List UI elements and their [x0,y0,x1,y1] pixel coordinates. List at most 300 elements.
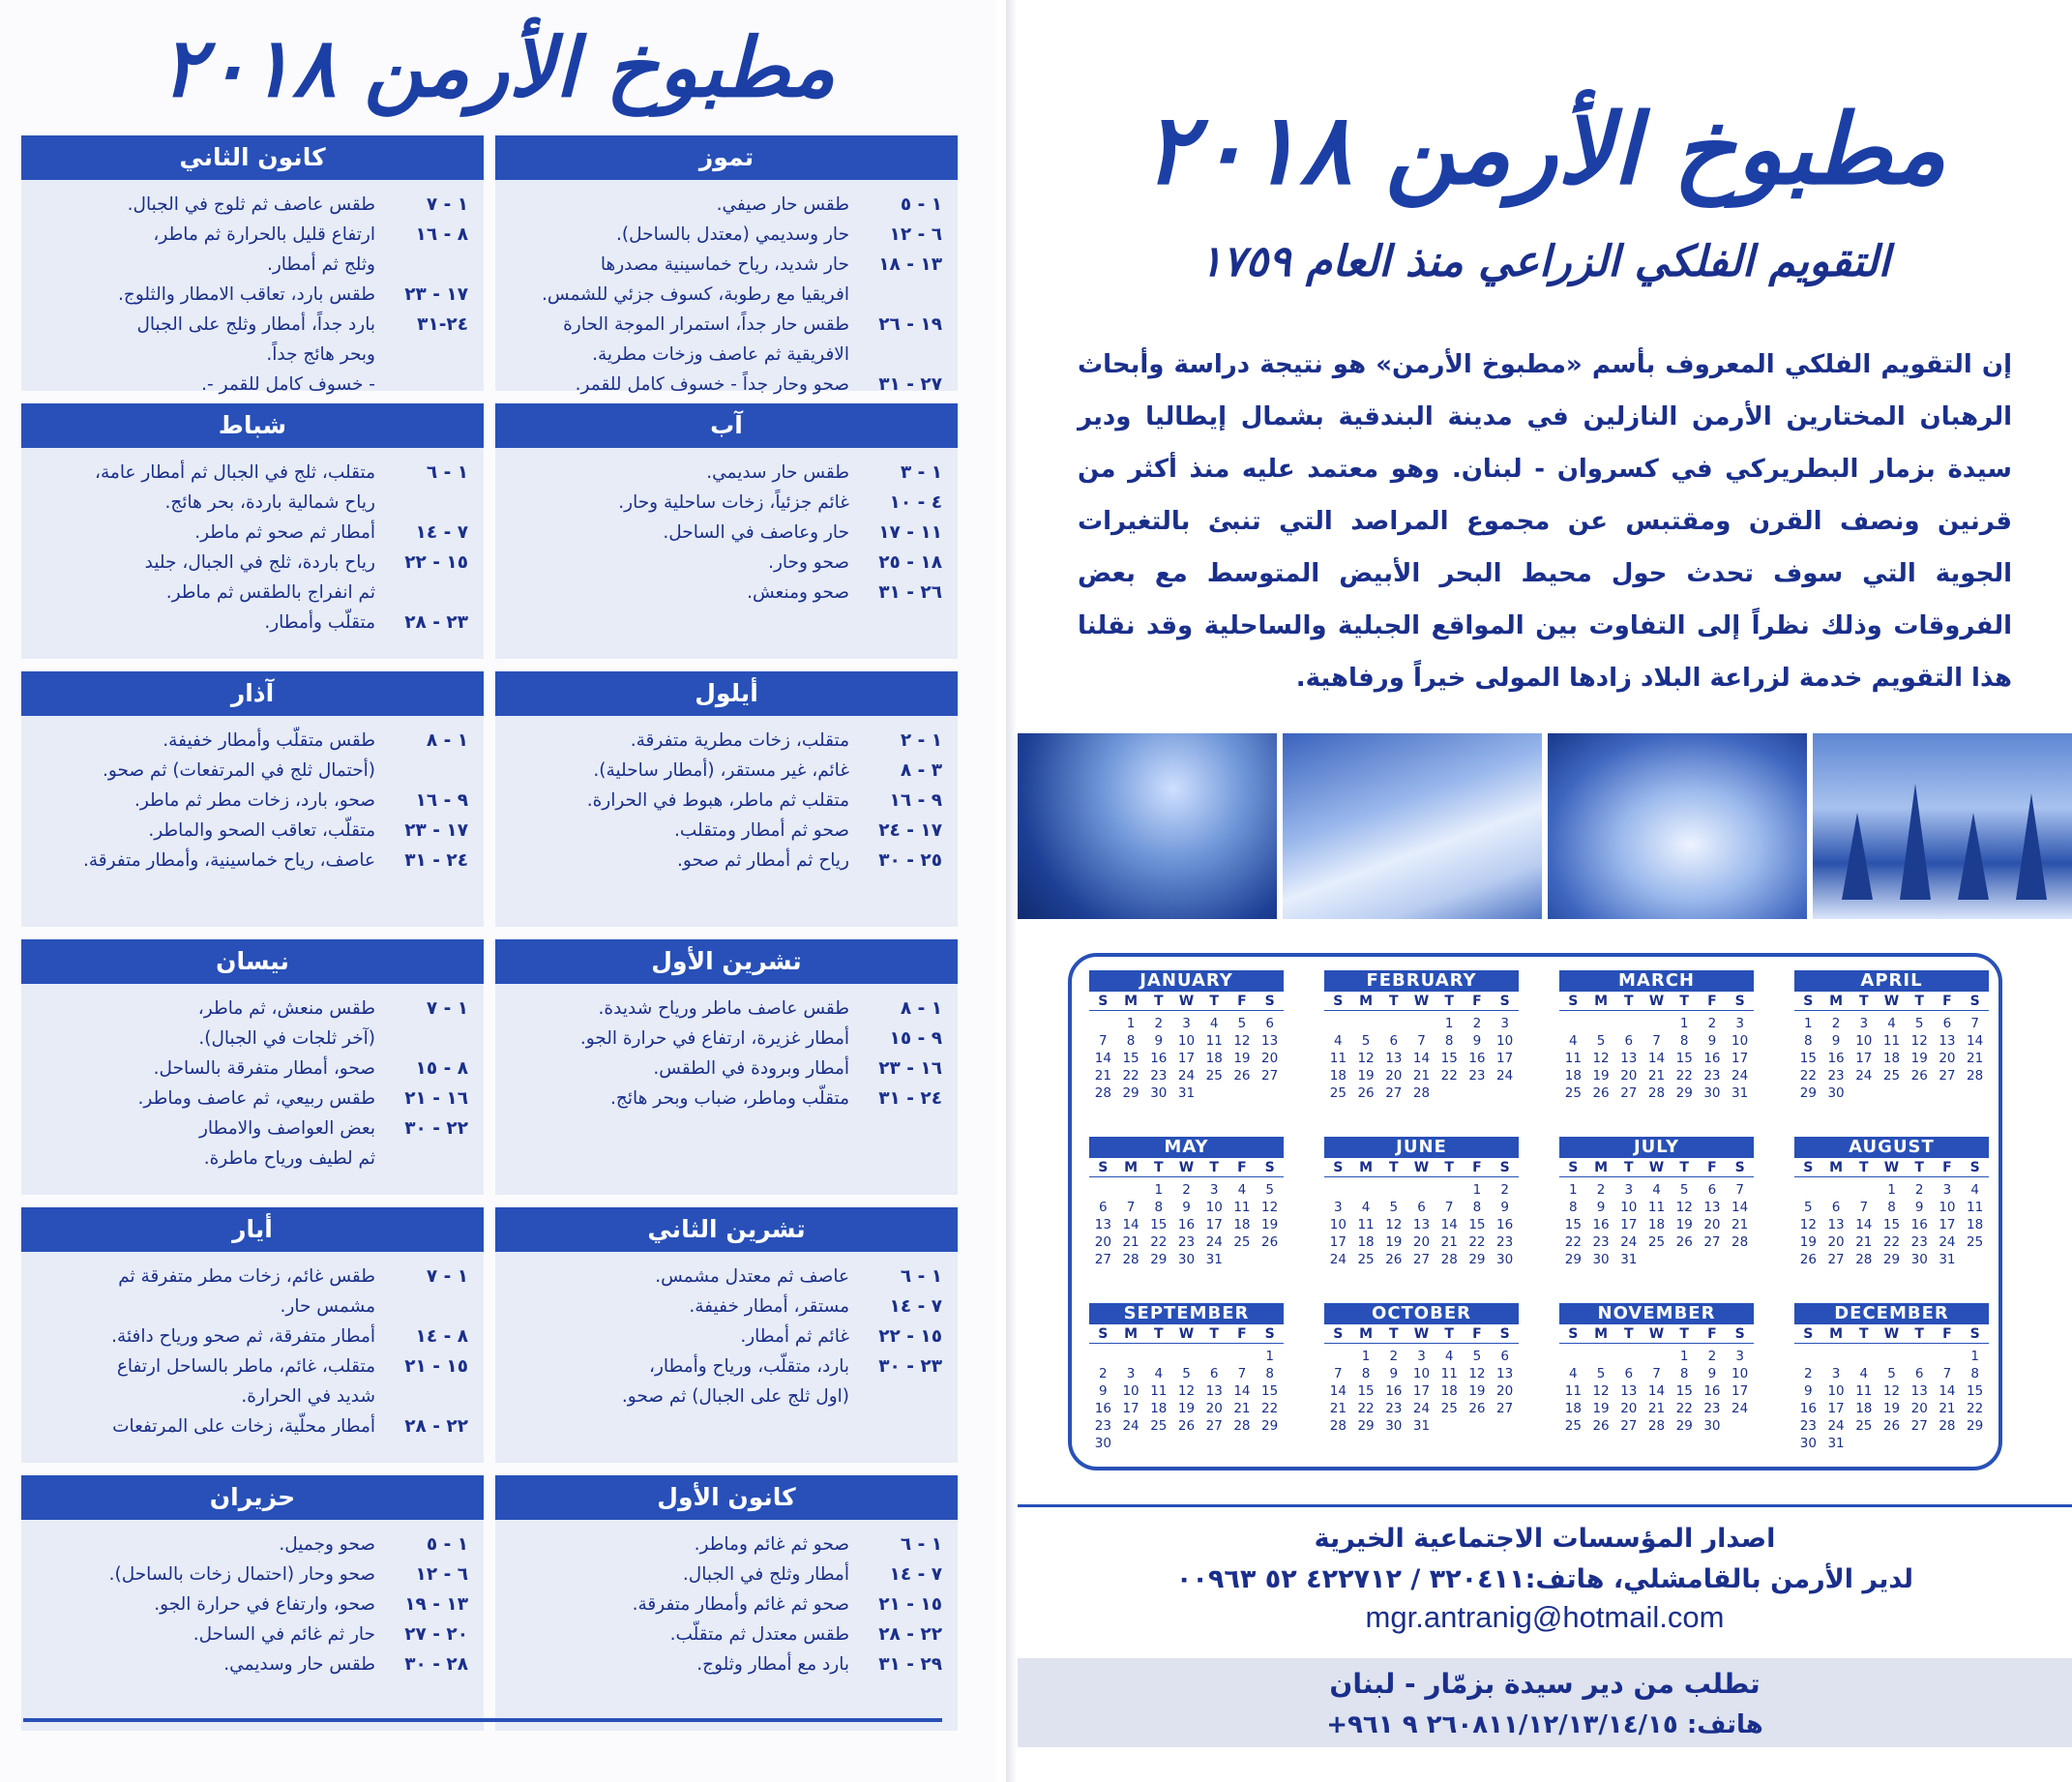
calendar-day: 4 [1887,1016,1896,1031]
forecast-text: طقس عاصف ثم ثلوج في الجبال. [127,194,375,215]
calendar-day [1324,1348,1352,1365]
calendar-day [1407,1015,1436,1032]
forecast-entry [507,1589,942,1619]
calendar-day: 4 [1209,1016,1219,1031]
calendar-day: 2 [1182,1182,1191,1198]
calendar-day: 4 [1970,1182,1979,1198]
calendar-month-name: JANUARY [1089,970,1284,992]
weekday-label: T [1444,994,1454,1009]
calendar-day: 29 [1357,1418,1375,1434]
calendar-day: 2 [1099,1366,1108,1381]
calendar-day: 7 [1652,1366,1661,1381]
calendar-day: 15 [1122,1051,1140,1066]
calendar-day: 25 [1357,1252,1375,1267]
forecast-entry [507,458,942,488]
calendar-day: 3 [1209,1182,1219,1198]
calendar-day: 1 [1887,1182,1896,1198]
calendar-day: 26 [1385,1252,1403,1267]
calendar-day: 11 [1967,1200,1984,1215]
calendar-day: 19 [1357,1068,1375,1084]
calendar-day: 12 [1177,1383,1196,1399]
calendar-day: 5 [1472,1349,1482,1364]
weekday-label: F [1237,1326,1247,1342]
calendar-day [1228,1348,1257,1365]
calendar-day: 7 [1417,1033,1426,1049]
forecast-text: متقلب، غائم، ماطر بالساحل ارتفاع [116,1356,375,1377]
calendar-day: 30 [1177,1252,1196,1267]
calendar-day: 23 [1703,1401,1721,1416]
calendar-day: 24 [1732,1401,1749,1416]
tree-icon [2016,793,2047,900]
calendar-month-name: DECEMBER [1794,1303,1989,1324]
calendar-day: 16 [1592,1217,1610,1233]
calendar-day: 19 [1675,1217,1693,1233]
calendar-day: 11 [1150,1383,1168,1399]
calendar-month-name: OCTOBER [1324,1303,1519,1324]
weekday-label: T [1624,1326,1634,1342]
calendar-day [1172,1348,1200,1365]
forecast-text: حار وسديمي (معتدل بالساحل). [616,224,849,245]
calendar-month [1089,1137,1284,1295]
date-range: ٢٢ - ٢٨ [404,1416,468,1437]
forecast-text: حار شديد، رياح خماسينية مصدرها [600,254,849,275]
date-range: ٢٥ - ٣٠ [878,850,942,871]
calendar-day: 22 [1675,1068,1693,1084]
month-name: كانون الأول [495,1475,958,1520]
calendar-day: 9 [1154,1033,1164,1049]
forecast-entry [507,1530,942,1559]
weekday-label: S [1969,1160,1980,1175]
weekday-header [1324,1324,1519,1344]
weekday-label: S [1499,1326,1510,1342]
month-box [21,403,484,671]
calendar-day [1643,1015,1671,1032]
forecast-entry [507,1649,942,1679]
calendar-day: 28 [1939,1418,1956,1434]
calendar-day: 6 [1265,1016,1274,1031]
calendar-day: 21 [1939,1401,1956,1416]
forecast-text: طقس غائم، زخات مطر متفرقة ثم [118,1266,375,1287]
forecast-entry [33,370,468,400]
forecast-entry [33,250,468,280]
calendar-day: 28 [1412,1085,1431,1101]
calendar-day: 18 [1357,1234,1375,1250]
calendar-month [1794,1303,1989,1462]
month-box [21,135,484,403]
calendar-day: 6 [1099,1200,1108,1215]
calendar-month [1089,1303,1284,1462]
date-range: ٦ - ١٢ [889,224,942,245]
calendar-day: 9 [1804,1383,1813,1399]
calendar-day: 19 [1233,1051,1251,1066]
date-range: ٨ - ١٥ [415,1058,468,1079]
forecast-entry [33,280,468,310]
weekday-label: S [1803,994,1814,1009]
calendar-day: 25 [1647,1234,1666,1250]
date-range: ٨ - ١٤ [415,1326,468,1347]
calendar-day: 5 [1804,1200,1813,1215]
forecast-entry [33,756,468,786]
calendar-day: 27 [1412,1252,1431,1267]
calendar-day: 13 [1261,1033,1279,1049]
calendar-day: 30 [1799,1436,1817,1451]
forecast-text: عاصف ثم معتدل مشمس. [655,1266,849,1287]
forecast-text: صحو ثم أمطار ومتقلب. [673,820,849,841]
month-name: كانون الثاني [21,135,484,180]
calendar-month-name: SEPTEMBER [1089,1303,1284,1324]
date-range: ٢٣ - ٢٨ [404,612,468,633]
calendar-day: 14 [1939,1383,1956,1399]
calendar-day [1822,1181,1850,1199]
publisher-info [1018,1519,2072,1600]
calendar-day: 8 [1154,1200,1164,1215]
calendar-month [1324,1303,1519,1462]
calendar-day: 7 [1237,1366,1247,1381]
forecast-entry [33,458,468,488]
forecast-text: بارد، متقلّب، ورياح وأمطار، [649,1356,849,1377]
date-range: ١ - ٧ [426,998,468,1019]
date-range: ٧ - ١٤ [889,1564,942,1585]
calendar-day [1794,1348,1822,1365]
calendar-day: 20 [1910,1401,1928,1416]
forecast-text: وثلج ثم أمطار. [266,254,375,275]
calendar-day: 14 [1647,1051,1666,1066]
calendar-day: 4 [1361,1200,1371,1215]
weekday-label: M [1124,1326,1139,1342]
weekday-label: T [1389,1326,1399,1342]
date-range: ٢٢ - ٣٠ [404,1118,468,1139]
date-range: ١٧ - ٢٣ [404,284,468,305]
date-range: ٢٧ - ٣١ [878,374,942,395]
calendar-day: 20 [1412,1234,1431,1250]
weekday-label: S [1264,994,1275,1009]
calendar-day: 26 [1357,1085,1375,1101]
calendar-day [1643,1348,1671,1365]
calendar-day: 29 [1675,1085,1693,1101]
weekday-header [1794,992,1989,1011]
calendar-day: 19 [1177,1401,1196,1416]
calendar-day: 12 [1592,1051,1610,1066]
calendar-day: 11 [1647,1200,1666,1215]
weekday-label: M [1124,1160,1139,1175]
forecast-entry [33,994,468,1024]
forecast-text: صحو وجميل. [279,1534,375,1555]
calendar-day: 13 [1496,1366,1514,1381]
forecast-text: حار ثم غائم في الساحل. [192,1624,375,1645]
calendar-day: 28 [1440,1252,1458,1267]
forecast-entry [507,1024,942,1054]
calendar-day: 31 [1177,1085,1196,1101]
forecast-entry [507,994,942,1024]
forecast-entry [507,340,942,370]
date-range: ١ - ٢ [900,730,942,751]
forecast-entry [33,1559,468,1589]
calendar-day [1587,1348,1615,1365]
calendar-day: 30 [1150,1085,1168,1101]
calendar-day [1822,1348,1850,1365]
month-name: أيلول [495,671,958,716]
calendar-day: 5 [1237,1016,1247,1031]
calendar-day: 12 [1261,1200,1279,1215]
calendar-day [1587,1015,1615,1032]
calendar-day: 14 [1647,1383,1666,1399]
weekday-label: F [1942,994,1952,1009]
calendar-day: 30 [1094,1436,1111,1451]
calendar-day: 10 [1620,1200,1638,1215]
calendar-day: 14 [1329,1383,1347,1399]
calendar-day: 8 [1361,1366,1371,1381]
weekday-label: S [1499,994,1510,1009]
weekday-label: W [1413,1160,1430,1175]
calendar-month-name: FEBRUARY [1324,970,1519,992]
calendar-month [1794,970,1989,1129]
calendar-month [1559,1137,1754,1295]
calendar-day: 5 [1887,1366,1896,1381]
calendar-month-name: JUNE [1324,1137,1519,1158]
calendar-day: 9 [1182,1200,1191,1215]
weekday-label: F [1472,994,1482,1009]
calendar-day [1379,1181,1407,1199]
calendar-day: 31 [1205,1252,1223,1267]
forecast-text: متقلب، ثلج في الجبال ثم أمطار عامة، [95,462,375,483]
calendar-day [1559,1348,1587,1365]
calendar-day: 10 [1177,1033,1196,1049]
forecast-entry [33,1411,468,1441]
calendar-day: 17 [1827,1401,1845,1416]
forecast-entry [33,548,468,578]
forecast-text: صحو وحار جداً - خسوف كامل للقمر. [575,374,849,395]
forecast-entry [33,1262,468,1292]
calendar-day: 11 [1564,1051,1582,1066]
calendar-day: 31 [1732,1085,1749,1101]
forecast-entry [507,250,942,280]
calendar-day: 27 [1827,1252,1845,1267]
calendar-day: 11 [1564,1383,1582,1399]
forecast-entry [507,220,942,250]
calendar-day: 26 [1177,1418,1196,1434]
calendar-day: 25 [1564,1085,1582,1101]
weekday-label: M [1359,1160,1374,1175]
calendar-day: 25 [1855,1418,1873,1434]
calendar-day: 14 [1855,1217,1873,1233]
forecast-text: رياح باردة، ثلج في الجبال، جليد [144,552,375,573]
forecast-entry [33,220,468,250]
forecast-text: طقس حار سديمي. [706,462,849,483]
calendar-day: 13 [1910,1383,1928,1399]
calendar-day: 31 [1412,1418,1431,1434]
calendar-days [1559,1015,1754,1102]
calendar-day: 2 [1707,1016,1717,1031]
calendar-day: 9 [1707,1033,1717,1049]
calendar-day: 1 [1444,1016,1454,1031]
calendar-day [1352,1015,1380,1032]
date-range: ٦ - ١٢ [415,1564,468,1585]
calendar-day: 17 [1620,1217,1638,1233]
calendar-day: 29 [1150,1252,1168,1267]
month-name: شباط [21,403,484,448]
weekday-label: F [1472,1160,1482,1175]
calendar-day: 5 [1182,1366,1191,1381]
calendar-day: 27 [1620,1418,1638,1434]
weekday-label: W [1178,1326,1195,1342]
date-range: ٣ - ٨ [900,760,942,781]
forecast-text: صحو، وارتفاع في حرارة الجو. [154,1594,375,1615]
month-forecast [495,716,958,927]
calendar-day: 20 [1496,1383,1514,1399]
calendar-day: 27 [1385,1085,1403,1101]
forecast-text: أمطار وبرودة في الطقس. [653,1058,849,1079]
date-range: ١ - ٦ [900,1266,942,1287]
main-title: مطبوخ الأرمن ٢٠١٨ [1143,92,1946,206]
month-forecast [21,1520,484,1731]
calendar-day: 23 [1703,1068,1721,1084]
calendar-day: 29 [1882,1252,1901,1267]
forecast-text: طقس منعش، ثم ماطر، [197,998,375,1019]
calendar-day: 3 [1735,1016,1744,1031]
weekday-label: S [1499,1160,1510,1175]
calendar-day: 10 [1827,1383,1845,1399]
forecast-text: صحو ثم غائم وماطر. [694,1534,849,1555]
forecast-entry [33,608,468,638]
calendar-day [1379,1015,1407,1032]
calendar-day: 26 [1592,1418,1610,1434]
calendar-day: 4 [1154,1366,1164,1381]
calendar-day: 14 [1094,1051,1111,1066]
weekday-label: T [1209,1160,1219,1175]
weekday-label: M [1594,1326,1609,1342]
calendar-day: 21 [1647,1068,1666,1084]
calendar-day: 23 [1827,1068,1845,1084]
calendar-day: 21 [1967,1051,1984,1066]
calendar-day: 29 [1468,1252,1486,1267]
order-line-2: هاتف: ٢٦٠٨١١/١٢/١٣/١٤/١٥ ٩ ٩٦١+ [1326,1710,1763,1739]
calendar-day: 28 [1122,1252,1140,1267]
calendar-day: 10 [1732,1366,1749,1381]
date-range: ١٦ - ٢١ [404,1088,468,1109]
weekday-label: S [1264,1326,1275,1342]
date-range: ٨ - ١٦ [415,224,468,245]
calendar-day: 7 [1334,1366,1343,1381]
weekday-label: W [1648,1326,1665,1342]
intro-paragraph: إن التقويم الفلكي المعروف بأسم «مطبوخ الأرمن» هو نتيجة دراسة وأبحاث الرهبان المختارين الأرمن النازلين في مدينة البندقية بشمال إيطاليا ودير سيدة بزمار البطريركي في كسروان - لبنان. وهو معتمد عليه منذ أكثر من قرنين ونصف القرن ومقتبس عن مجموع المراصد التي تنبئ بالتغيرات الجوية التي سوف تحدث حول محيط البحر الأبيض المتوسط مع بعض الفروقات وذلك نظراً إلى التفاوت بين المواقع الجبلية والساحلية وقد نقلنا هذا التقويم خدمة لزراعة البلاد زادها المولى خيراً ورفاهية. [1078,350,2012,693]
calendar-day: 31 [1939,1252,1956,1267]
calendar-day: 15 [1799,1051,1817,1066]
calendar-day: 1 [1361,1349,1371,1364]
calendar-day: 5 [1596,1033,1606,1049]
calendar-days [1089,1015,1284,1102]
left-panel [0,0,996,1782]
date-range: ١٩ - ٢٦ [878,314,942,335]
calendar-day: 4 [1334,1033,1343,1049]
calendar-day: 28 [1329,1418,1347,1434]
calendar-day: 25 [1882,1068,1901,1084]
month-box [495,135,958,403]
weekday-label: T [1624,1160,1634,1175]
forecast-entry [507,1054,942,1084]
forecast-text: أمطار ثم صحو ثم ماطر. [194,522,375,543]
calendar-day: 19 [1261,1217,1279,1233]
date-range: ١٥ - ٢١ [404,1356,468,1377]
calendar-day: 2 [1154,1016,1164,1031]
calendar-day: 4 [1237,1182,1247,1198]
calendar-day: 13 [1827,1217,1845,1233]
month-box [21,671,484,939]
calendar-days [1324,1015,1519,1102]
forecast-text: متقلّب وأمطار. [264,612,375,633]
date-range: ٩ - ١٦ [415,790,468,811]
calendar-day: 15 [1468,1217,1486,1233]
calendar-day: 22 [1675,1401,1693,1416]
publisher-line-1: اصدار المؤسسات الاجتماعية الخيرية [1314,1524,1776,1554]
calendar-day: 30 [1703,1085,1721,1101]
month-name: آذار [21,671,484,716]
forecast-text: متقلّب، تعاقب الصحو والماطر. [148,820,375,841]
month-forecast [21,716,484,927]
weekday-label: W [1883,1160,1900,1175]
weekday-header [1559,992,1754,1011]
calendar-day: 3 [1126,1366,1136,1381]
calendar-day: 24 [1732,1068,1749,1084]
calendar-day: 26 [1799,1252,1817,1267]
forecast-entry [507,1322,942,1351]
forecast-entry [33,518,468,548]
calendar-day: 16 [1150,1051,1168,1066]
month-box [21,939,484,1207]
calendar-day: 14 [1122,1217,1140,1233]
weekday-label: T [1679,1160,1689,1175]
forecast-text: صحو وحار (احتمال زخات بالساحل). [108,1564,375,1585]
calendar-day: 21 [1412,1068,1431,1084]
calendar-days [1559,1181,1754,1268]
calendar-day: 2 [1831,1016,1841,1031]
publisher-line-2: لدير الأرمن بالقامشلي، هاتف:٣٢٠٤١١ / ٤٢٢٧١٢ ٥٢ ٠٠٩٦٣ [1175,1564,1914,1594]
weekday-label: F [1707,1326,1717,1342]
calendar-day: 7 [1735,1182,1744,1198]
calendar-day [1614,1348,1643,1365]
calendar-day: 25 [1440,1401,1458,1416]
calendar-day: 27 [1205,1418,1223,1434]
calendar-day: 17 [1329,1234,1347,1250]
calendar-day: 3 [1624,1182,1634,1198]
weekday-label: W [1178,1160,1195,1175]
forecast-text: مستقر، أمطار خفيفة. [689,1296,849,1317]
calendar-day: 18 [1967,1217,1984,1233]
calendar-day: 15 [1675,1051,1693,1066]
month-forecast [495,1520,958,1731]
date-range: ٢٨ - ٣٠ [404,1654,468,1675]
calendar-month-name: JULY [1559,1137,1754,1158]
calendar-day: 6 [1707,1182,1717,1198]
weekday-label: M [1594,994,1609,1009]
forecast-entry [33,816,468,846]
forecast-entry [507,1292,942,1322]
month-name: تشرين الأول [495,939,958,984]
calendar-day: 16 [1385,1383,1403,1399]
forecast-text: بارد جداً، أمطار وثلج على الجبال [136,314,375,335]
forecast-entry [33,1292,468,1322]
calendar-day: 10 [1122,1383,1140,1399]
calendar-day: 7 [1099,1033,1108,1049]
forecast-entry [33,578,468,608]
calendar-day: 3 [1500,1016,1509,1031]
forecast-text: طقس بارد، تعاقب الامطار والثلوج. [118,284,375,305]
weekday-label: T [1444,1326,1454,1342]
calendar-day: 29 [1122,1085,1140,1101]
weekday-label: W [1413,1326,1430,1342]
forecast-entry [507,816,942,846]
calendar-day: 22 [1122,1068,1140,1084]
forecast-entry [507,846,942,876]
